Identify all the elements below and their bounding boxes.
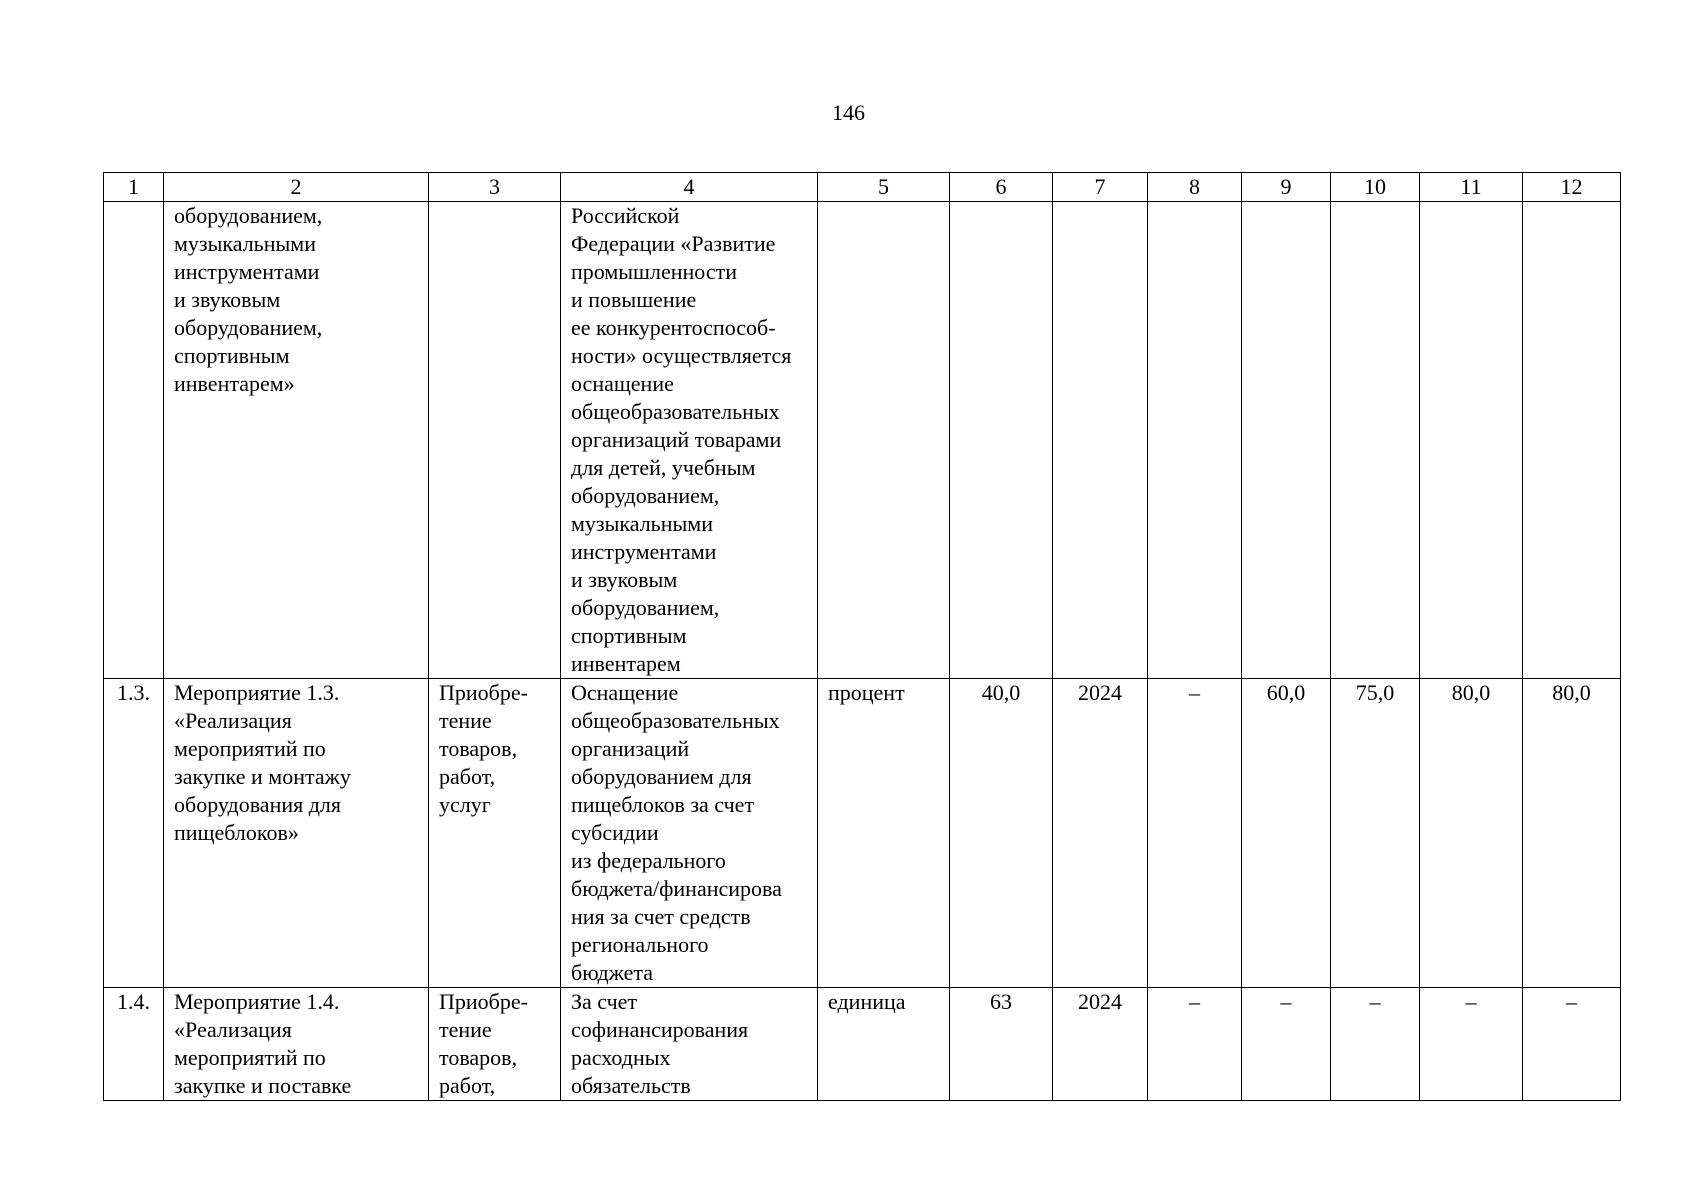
value-cell: – [1523, 988, 1621, 1101]
column-header: 4 [561, 173, 818, 202]
column-header: 5 [818, 173, 950, 202]
column-header: 10 [1331, 173, 1420, 202]
column-header: 6 [950, 173, 1053, 202]
column-header: 2 [164, 173, 429, 202]
column-header: 3 [429, 173, 561, 202]
column-header: 7 [1053, 173, 1148, 202]
event-name-cell: оборудованием, музыкальными инструментами и звуковым оборудованием, спортивным инвентарем» [164, 202, 429, 679]
value-cell: – [1148, 679, 1242, 988]
table-row [104, 679, 1621, 988]
base-year-cell: 2024 [1053, 679, 1148, 988]
value-cell: – [1148, 988, 1242, 1101]
page-number: 146 [832, 100, 865, 125]
base-value-cell: 40,0 [950, 679, 1053, 988]
value-cell [1420, 202, 1523, 679]
value-cell: 75,0 [1331, 679, 1420, 988]
event-name-cell: Мероприятие 1.3. «Реализация мероприятий по закупке и монтажу оборудования для пищеблоков» [164, 679, 429, 988]
column-header: 12 [1523, 173, 1621, 202]
value-cell [1148, 202, 1242, 679]
event-description-cell: Оснащение общеобразовательных организаций оборудованием для пищеблоков за счет субсидии из федерального бюджета/финансирова ния за счет средств регионального бюджета [561, 679, 818, 988]
base-year-cell [1053, 202, 1148, 679]
value-cell: – [1242, 988, 1331, 1101]
table-header-row [104, 173, 1621, 202]
column-header: 8 [1148, 173, 1242, 202]
event-type-cell [429, 202, 561, 679]
table-row [104, 988, 1621, 1101]
value-cell: 80,0 [1523, 679, 1621, 988]
unit-cell: единица [818, 988, 950, 1101]
value-cell [1523, 202, 1621, 679]
base-value-cell [950, 202, 1053, 679]
row-number-cell [104, 202, 164, 679]
event-description-cell: Российской Федерации «Развитие промышленности и повышение ее конкурентоспособ- ности» осуществляется оснащение общеобразовательных организаций товарами для детей, учебным оборудованием, музыкальными инструментами и звуковым оборудованием, спортивным инвентарем [561, 202, 818, 679]
indicator-table [103, 172, 1621, 1101]
column-header: 11 [1420, 173, 1523, 202]
row-number-cell: 1.4. [104, 988, 164, 1101]
event-type-cell: Приобре- тение товаров, работ, услуг [429, 679, 561, 988]
value-cell: – [1331, 988, 1420, 1101]
column-header: 9 [1242, 173, 1331, 202]
unit-cell: процент [818, 679, 950, 988]
event-name-cell: Мероприятие 1.4. «Реализация мероприятий по закупке и поставке [164, 988, 429, 1101]
base-year-cell: 2024 [1053, 988, 1148, 1101]
event-type-cell: Приобре- тение товаров, работ, [429, 988, 561, 1101]
value-cell: 60,0 [1242, 679, 1331, 988]
value-cell [1331, 202, 1420, 679]
row-number-cell: 1.3. [104, 679, 164, 988]
unit-cell [818, 202, 950, 679]
column-header: 1 [104, 173, 164, 202]
value-cell: 80,0 [1420, 679, 1523, 988]
value-cell: – [1420, 988, 1523, 1101]
value-cell [1242, 202, 1331, 679]
table-row [104, 202, 1621, 679]
base-value-cell: 63 [950, 988, 1053, 1101]
event-description-cell: За счет софинансирования расходных обязательств [561, 988, 818, 1101]
